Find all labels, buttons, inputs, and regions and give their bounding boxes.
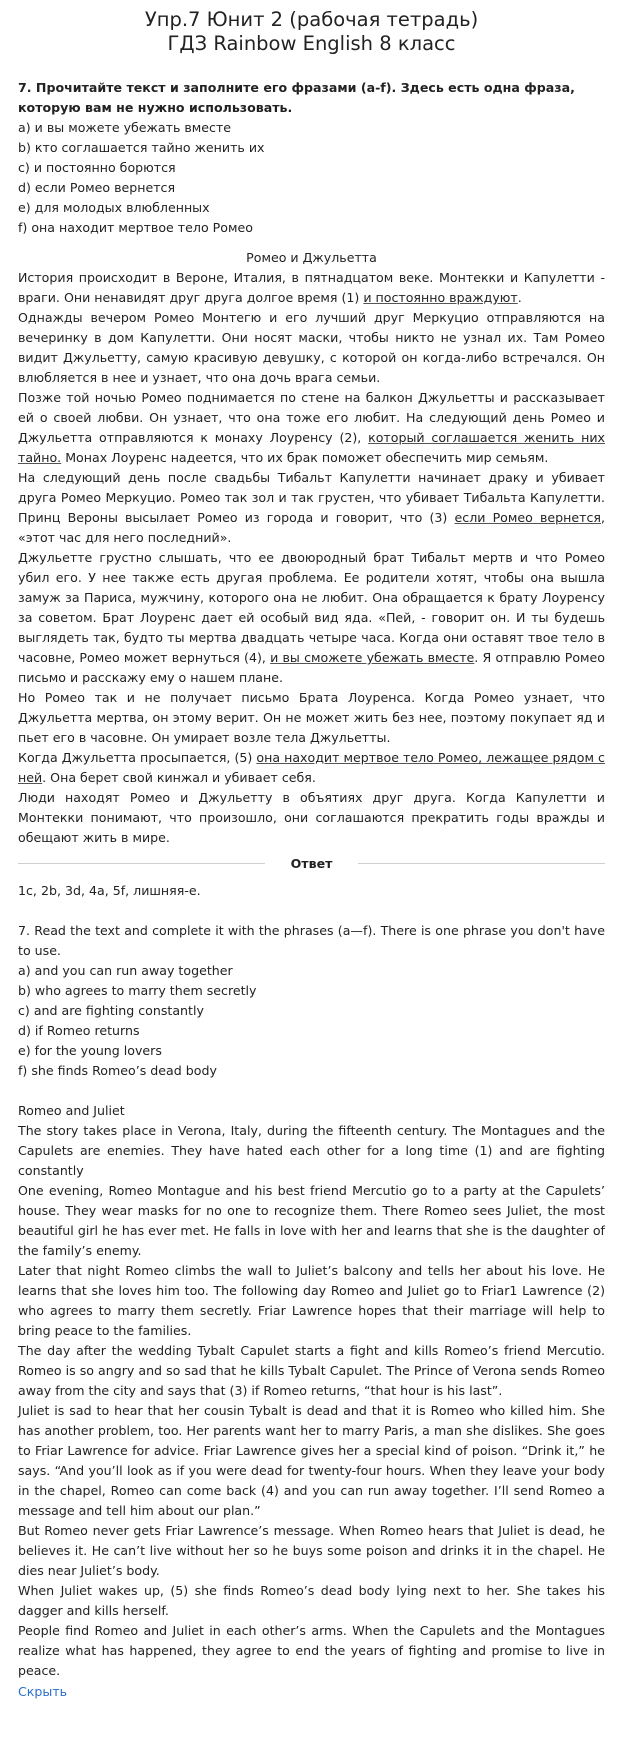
en-option-f: f) she finds Romeo’s dead body [18,1063,217,1078]
en-paragraph-5: Juliet is sad to hear that her cousin Tybalt is dead and that it is Romeo who killed him. She has another problem, too. Her parents want her to marry Paris, a man she dislikes. She goes to Friar Lawrence for advice. Friar Lawrence gives her a special kind of poison. “Drink it,” he says. “And you’ll look as if you were dead for twenty-four hours. When they leave your body in the chapel, Romeo can come back (4) and you can run away together. I’ll send Romeo a message and tell him about our plan.” [18,1403,605,1518]
en-paragraph-4: The day after the wedding Tybalt Capulet starts a fight and kills Romeo’s friend Mercutio. Romeo is so angry and so sad that he kills Tybalt Capulet. The Prince of Verona sends Romeo away from the city and says that (3) if Romeo returns, “that hour is his last”. [18,1343,605,1398]
ru-option-f: f) она находит мертвое тело Ромео [18,220,253,235]
en-option-e: e) for the young lovers [18,1043,162,1058]
ru-paragraph-3 [18,388,605,468]
ru-p1-tail: . [517,290,522,305]
en-task: 7. Read the text and complete it with the phrases (a—f). There is one phrase you don't have to use. [18,923,605,958]
answer-heading [18,856,605,871]
en-option-c: c) and are fighting constantly [18,1003,204,1018]
ru-p7-text: Когда Джульетта просыпается, (5) [18,750,257,765]
ru-p3-text: Позже той ночью Ромео поднимается по стене на балкон Джульетты и рассказывает ей о своей любви. Он узнает, что она тоже его любит. На следующий день Ромео и Джульетта отправляются к монаху Лоуренсу (2), [18,390,605,445]
answer-divider-right [358,863,605,864]
ru-p3-answer: который соглашается женить них тайно. [18,430,606,465]
ru-section [18,78,605,848]
en-paragraph-6: But Romeo never gets Friar Lawrence’s message. When Romeo hears that Juliet is dead, he believes it. He can’t live without her so he buys some poison and drinks it in the chapel. He dies near Juliet’s body. [18,1523,605,1578]
answer-value: 1c, 2b, 3d, 4a, 5f, лишняя-e. [18,883,201,898]
en-spacer [18,1081,605,1101]
en-paragraph-2: One evening, Romeo Montague and his best friend Mercutio go to a party at the Capulets’ house. They wear masks for no one to recognize them. There Romeo sees Juliet, the most beautiful girl he has ever met. He falls in love with her and learns that she is the daughter of the family’s enemy. [18,1183,605,1258]
en-option-a: a) and you can run away together [18,963,233,978]
ru-p7-tail: . Она берет свой кинжал и убивает себя. [42,770,316,785]
ru-option-d: d) если Ромео вернется [18,180,176,195]
page-title-line2: ГДЗ Rainbow English 8 класс [167,32,456,55]
ru-p4-tail: , «этот час для него последний». [18,510,606,545]
ru-story-title: Ромео и Джульетта [246,250,377,265]
en-option-d: d) if Romeo returns [18,1023,140,1038]
ru-paragraph-7 [18,748,605,788]
ru-p4-text: На следующий день после свадьбы Тибальт Капулетти начинает драку и убивает друга Ромео Меркуцио. Ромео так зол и так грустен, что убивает Тибальта Капулетти. Принц Вероны высылает Ромео из города и говорит, что (3) [18,470,605,525]
ru-option-e: e) для молодых влюбленных [18,200,210,215]
ru-paragraph-8: Люди находят Ромео и Джульетту в объятиях друг друга. Когда Капулетти и Монтекки понимают, что произошло, они соглашаются прекратить годы вражды и обещают жить в мире. [18,790,605,845]
hide-link[interactable]: Скрыть [18,1684,68,1699]
ru-p7-answer: она находит мертвое тело Ромео, лежащее рядом с ней [18,750,605,785]
ru-task-line2: которую вам не нужно использовать. [18,100,293,115]
en-paragraph-8: People find Romeo and Juliet in each other’s arms. When the Capulets and the Montagues realize what has happened, they agree to end the years of fighting and promise to live in peace. [18,1623,605,1678]
ru-p5-tail: . Я отправлю Ромео письмо и расскажу ему о нашем плане. [18,650,606,685]
ru-paragraph-2: Однажды вечером Ромео Монтегю и его лучший друг Меркуцио отправляются на вечеринку в дом Капулетти. Они носят маски, чтобы никто не узнал их. Там Ромео видит Джульетту, самую красивую девушку, с которой он когда-либо встречался. Он влюбляется в нее и узнает, что она дочь врага семьи. [18,310,605,385]
ru-paragraph-4 [18,468,605,548]
ru-p5-answer: и вы сможете убежать вместе [270,650,475,665]
ru-paragraph-6: Но Ромео так и не получает письмо Брата Лоуренса. Когда Ромео узнает, что Джульетта мертва, он этому верит. Он не может жить без нее, поэтому покупает яд и пьет его в часовне. Он умирает возле тела Джульетты. [18,690,605,745]
ru-paragraph-1 [18,268,605,308]
en-option-b: b) who agrees to marry them secretly [18,983,257,998]
page-title [18,8,605,56]
ru-p3-tail: Монах Лоуренс надеется, что их брак поможет обеспечить мир семьям. [61,450,549,465]
ru-p5-text: Джульетте грустно слышать, что ее двоюродный брат Тибальт мертв и что Ромео убил его. У нее также есть другая проблема. Ее родители хотят, чтобы она вышла замуж за Париса, мужчину, которого она не любит. Она обращается к брату Лоуренсу за советом. Брат Лоуренс дает ей особый вид яда. «Пей, - говорит он. И ты будешь выглядеть так, будто ты мертва двадцать четыре часа. Когда они оставят твое тело в часовне, Ромео может вернуться (4), [18,550,605,665]
ru-p1-answer: и постоянно враждуют [363,290,518,305]
ru-option-a: a) и вы можете убежать вместе [18,120,232,135]
ru-task-line1: 7. Прочитайте текст и заполните его фразами (a-f). Здесь есть одна фраза, [18,80,575,95]
en-story-title: Romeo and Juliet [18,1103,125,1118]
ru-option-b: b) кто соглашается тайно женить их [18,140,265,155]
ru-p1-text: История происходит в Вероне, Италия, в пятнадцатом веке. Монтекки и Капулетти - враги. Они ненавидят друг друга долгое время (1) [18,270,605,305]
en-paragraph-7: When Juliet wakes up, (5) she finds Romeo’s dead body lying next to her. She takes his dagger and kills herself. [18,1583,605,1618]
ru-option-c: c) и постоянно борются [18,160,176,175]
page-title-line1: Упр.7 Юнит 2 (рабочая тетрадь) [144,8,479,31]
answer-heading-label: Ответ [290,856,333,871]
en-section [18,921,605,1681]
en-paragraph-1: The story takes place in Verona, Italy, during the fifteenth century. The Montagues and the Capulets are enemies. They have hated each other for a long time (1) and are fighting constantly [18,1123,605,1178]
ru-paragraph-5 [18,548,605,688]
answer-divider-left [18,863,265,864]
ru-p4-answer: если Ромео вернется [454,510,601,525]
en-paragraph-3: Later that night Romeo climbs the wall to Juliet’s balcony and tells her about his love. He learns that she loves him too. The following day Romeo and Juliet go to Friar1 Lawrence (2) who agrees to marry them secretly. Friar Lawrence hopes that their marriage will help to bring peace to the families. [18,1263,605,1338]
